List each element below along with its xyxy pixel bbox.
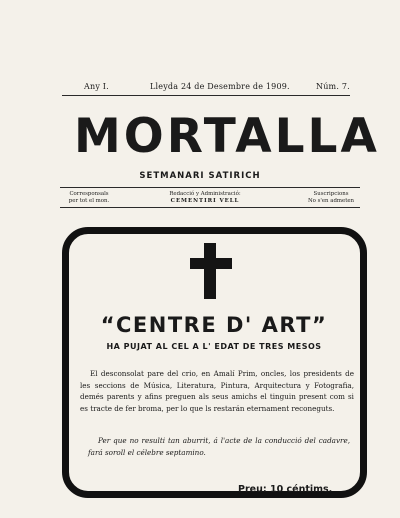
notice-subtitle: HA PUJAT AL CEL A L' EDAT DE TRES MESOS	[106, 342, 322, 351]
info-subscriptions-line-2: No s'en admeten	[307, 197, 355, 204]
info-subscriptions-line-1: Suscripcions	[313, 191, 349, 197]
price-label: Preu: 10 céntims.	[238, 484, 333, 495]
masthead-title: MORTALLA	[74, 109, 380, 164]
masthead-subtitle: SETMANARI SATIRICH	[139, 171, 261, 181]
info-office-line-1: Redacció y Administració:	[169, 191, 241, 197]
info-bar-top-rule	[60, 187, 360, 188]
notice-body: El desconsolat pare del crio, en Amalí Prim, oncles, los presidents de les seccions de Música, Literatura, Pintura, Arquitectura y Fotografia, demés parents y afins preguen als seus amichs el tinguin present com si es tracte de fer broma, per lo que ls restarán eternament reconeguts.	[80, 369, 354, 413]
issue-year: Any I.	[84, 82, 109, 91]
issue-number: Núm. 7.	[316, 82, 350, 91]
info-correspondents-line-1: Corresponsals	[69, 191, 109, 197]
notice-title: “CENTRE D' ART”	[100, 313, 328, 337]
info-office-line-2: CEMENTIRI VELL	[170, 197, 240, 204]
info-correspondents-line-2: per tot el mon.	[68, 197, 110, 204]
info-bar-bottom-rule	[60, 207, 360, 208]
dateline: Lleyda 24 de Desembre de 1909.	[150, 82, 290, 91]
notice-epitaph: Per que no resulti tan aburrit, á l'acte de la conducció del cadavre, fará soroll el célebre septamino.	[88, 436, 350, 457]
info-correspondents	[54, 191, 124, 204]
info-subscriptions	[296, 191, 366, 204]
info-editorial-office	[140, 191, 270, 204]
header-rule	[62, 95, 350, 96]
